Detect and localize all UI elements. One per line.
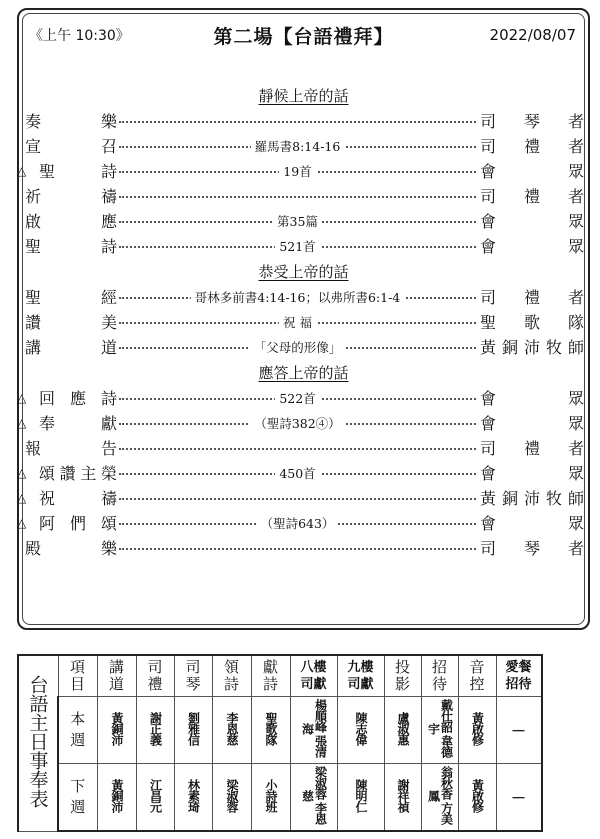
- roster-cell: 陳明仁: [337, 764, 384, 832]
- dotted-leader: [119, 435, 476, 460]
- program-item-leader: 會 眾: [480, 212, 584, 231]
- program-item-label: 啟 應: [25, 212, 117, 231]
- program-row: [19, 485, 588, 510]
- dotted-leader: [119, 485, 476, 510]
- roster-column-header: 領 詩: [212, 655, 251, 697]
- roster-column-header: 講 道: [97, 655, 136, 697]
- section-title: 靜候上帝的話: [258, 86, 349, 105]
- program-item-leader: 會 眾: [480, 464, 584, 483]
- roster-cell: 黃啟修: [458, 764, 496, 832]
- roster-cell: －: [496, 764, 542, 832]
- program-item-label: 祝 禱: [39, 489, 117, 508]
- program-row: [19, 309, 588, 334]
- roster-cell: 梁淑蓉 李恩慈: [290, 764, 337, 832]
- roster-cell: 楊順峰 張清海: [290, 697, 337, 764]
- program-row: [19, 334, 588, 359]
- roster-cell: 小詩班: [251, 764, 290, 832]
- program-item-leader: 聖 歌 隊: [480, 313, 584, 332]
- roster-cell: 黃銅沛: [97, 764, 136, 832]
- roster-cell: 陳志偉: [337, 697, 384, 764]
- program-row: [19, 208, 588, 233]
- dotted-leader: [119, 233, 476, 258]
- roster-column-header: 項 目: [58, 655, 97, 697]
- triangle-mark-icon: △: [17, 390, 27, 405]
- dotted-leader: [119, 410, 476, 435]
- program-item-detail: 19首: [279, 162, 315, 180]
- triangle-mark-icon: △: [17, 515, 27, 530]
- roster-cell: 盧淑惠: [384, 697, 421, 764]
- roster-column-header: 司 禮: [136, 655, 174, 697]
- program-item-leader: 會 眾: [480, 389, 584, 408]
- section-title: 恭受上帝的話: [258, 262, 349, 281]
- program-item-detail: （聖詩382④）: [250, 414, 344, 432]
- dotted-leader: [119, 133, 476, 158]
- program-item-leader: 會 眾: [480, 414, 584, 433]
- dotted-leader: [119, 460, 476, 485]
- program-item-leader: 會 眾: [480, 514, 584, 533]
- order-of-worship-card: [17, 8, 590, 630]
- dotted-leader: [119, 183, 476, 208]
- program-item-label: 頌 讚 主 榮: [39, 464, 117, 483]
- program-item-label: 讚 美: [25, 313, 117, 332]
- dotted-leader: [119, 108, 476, 133]
- program-item-label: 宣 召: [25, 137, 117, 156]
- program-row: [19, 385, 588, 410]
- roster-cell: 黃啟修: [458, 697, 496, 764]
- roster-column-header: 愛餐 招待: [496, 655, 542, 697]
- program-item-leader: 司 禮 者: [480, 137, 584, 156]
- program-row: [19, 535, 588, 560]
- roster-cell: 林素琦: [174, 764, 212, 832]
- roster-cell: 李恩慈: [212, 697, 251, 764]
- program-item-leader: 黃 銅 沛 牧 師: [480, 489, 584, 508]
- service-title: 第二場【台語禮拜】: [213, 25, 394, 48]
- dotted-leader: [119, 385, 476, 410]
- program-item-detail: 「父母的形像」: [250, 338, 346, 356]
- program-item-leader: 司 禮 者: [480, 288, 584, 307]
- program-item-leader: 會 眾: [480, 237, 584, 256]
- roster-cell: 翁秋香 方美鳳: [421, 764, 458, 832]
- dotted-leader: [119, 510, 476, 535]
- program-item-detail: 第35篇: [273, 212, 322, 230]
- roster-column-header: 獻 詩: [251, 655, 290, 697]
- program-item-detail: 450首: [275, 464, 319, 482]
- triangle-mark-icon: △: [17, 415, 27, 430]
- dotted-leader: [119, 535, 476, 560]
- program-item-label: 聖 詩: [25, 237, 117, 256]
- program-item-leader: 會 眾: [480, 162, 584, 181]
- program-item-label: 阿 們 頌: [39, 514, 117, 533]
- program-item-label: 回 應 詩: [39, 389, 117, 408]
- program-item-label: 聖 經: [25, 288, 117, 307]
- roster-cell: 劉雅信: [174, 697, 212, 764]
- roster-cell: 謝祥禎: [384, 764, 421, 832]
- program-row: [19, 108, 588, 133]
- program-row: [19, 460, 588, 485]
- roster-cell: 黃銅沛: [97, 697, 136, 764]
- program-item-label: 講 道: [25, 338, 117, 357]
- roster-week-label: 本 週: [58, 697, 97, 764]
- program-item-label: 奏 樂: [25, 112, 117, 131]
- dotted-leader: [119, 158, 476, 183]
- roster-week-label: 下 週: [58, 764, 97, 832]
- program-item-detail: 祝 福: [279, 313, 316, 331]
- dotted-leader: [119, 208, 476, 233]
- program-item-leader: 司 琴 者: [480, 112, 584, 131]
- program-item-label: 報 告: [25, 439, 117, 458]
- service-time: 《上午 10:30》: [29, 28, 130, 44]
- roster-header-row: [18, 655, 542, 697]
- section-title: 應答上帝的話: [258, 363, 349, 382]
- roster-row-this-week: [18, 697, 542, 764]
- roster-cell: 聖歌隊: [251, 697, 290, 764]
- roster-cell: 江昌元: [136, 764, 174, 832]
- program-item-leader: 司 琴 者: [480, 539, 584, 558]
- program-item-detail: （聖詩643）: [257, 514, 339, 532]
- roster-cell: －: [496, 697, 542, 764]
- roster-column-header: 八樓 司獻: [290, 655, 337, 697]
- program-item-detail: 羅馬書8:14-16: [251, 137, 345, 155]
- dotted-leader: [119, 309, 476, 334]
- program-row: [19, 183, 588, 208]
- program-row: [19, 233, 588, 258]
- program-row: [19, 284, 588, 309]
- roster-column-header: 九樓 司獻: [337, 655, 384, 697]
- program-item-detail: 哥林多前書4:14-16；以弗所書6:1-4: [191, 288, 405, 306]
- roster-cell: 梁淑蓉: [212, 764, 251, 832]
- triangle-mark-icon: △: [17, 163, 27, 178]
- program-row: [19, 158, 588, 183]
- roster-column-header: 音 控: [458, 655, 496, 697]
- program-row: [19, 510, 588, 535]
- program-row: [19, 410, 588, 435]
- roster-cell: 戴仕韶 韋德宇: [421, 697, 458, 764]
- roster-column-header: 投 影: [384, 655, 421, 697]
- program-item-detail: 522首: [275, 389, 319, 407]
- triangle-mark-icon: △: [17, 490, 27, 505]
- program-item-label: 奉 獻: [39, 414, 117, 433]
- program-item-detail: 521首: [275, 237, 319, 255]
- program-row: [19, 133, 588, 158]
- program-item-label: 殿 樂: [25, 539, 117, 558]
- program-item-leader: 司 禮 者: [480, 187, 584, 206]
- roster-row-next-week: [18, 764, 542, 832]
- service-date: 2022/08/07: [489, 26, 576, 44]
- program-row: [19, 435, 588, 460]
- roster-column-header: 招 待: [421, 655, 458, 697]
- duty-roster-table: [17, 654, 543, 832]
- roster-title: 台語主日事奉表: [18, 655, 58, 831]
- dotted-leader: [119, 334, 476, 359]
- program-item-leader: 黃 銅 沛 牧 師: [480, 338, 584, 357]
- worship-program: [19, 82, 588, 560]
- program-item-label: 祈 禱: [25, 187, 117, 206]
- triangle-mark-icon: △: [17, 465, 27, 480]
- dotted-leader: [119, 284, 476, 309]
- program-item-leader: 司 禮 者: [480, 439, 584, 458]
- roster-column-header: 司 琴: [174, 655, 212, 697]
- roster-cell: 謝正義: [136, 697, 174, 764]
- program-item-label: 聖 詩: [39, 162, 117, 181]
